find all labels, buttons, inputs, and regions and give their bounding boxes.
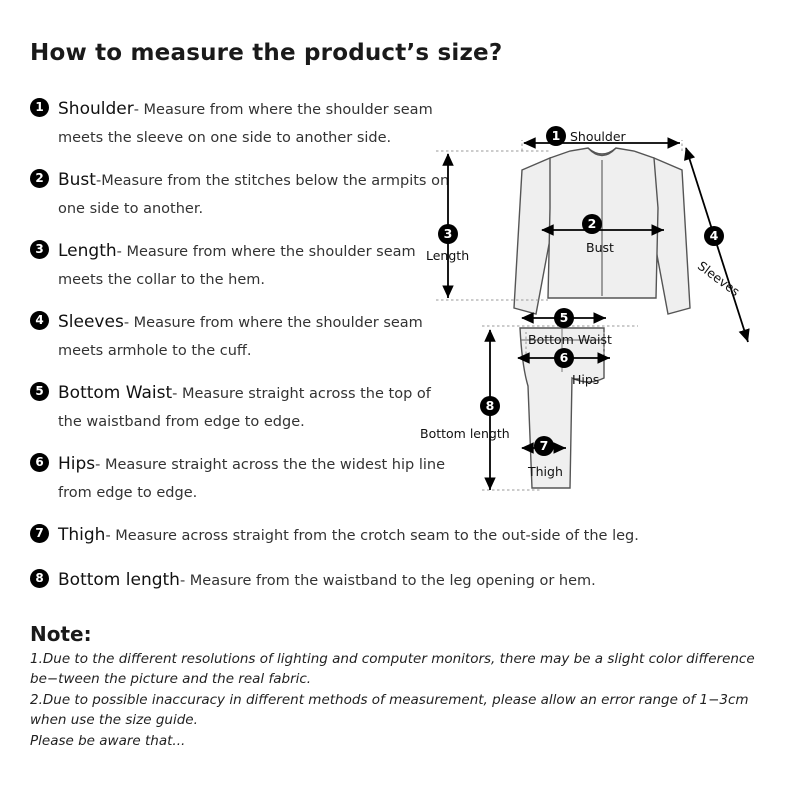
top-body-shape: [548, 148, 658, 298]
step-badge-4: 4: [30, 311, 49, 330]
list-item: [30, 167, 450, 221]
note-body: [30, 650, 770, 754]
figure-badge-6: 6: [554, 348, 574, 368]
desc-shoulder: - Measure from where the shoulder seam meets the sleeve on one side to another side.: [58, 102, 433, 146]
note-line-2: 2.Due to possible inaccuracy in different methods of measurement, please allow an error range of 1−3cm when use the size guide.: [30, 692, 749, 728]
figure-label-length: Length: [426, 248, 470, 263]
figure-label-shoulder: Shoulder: [570, 129, 626, 144]
page-title: How to measure the product’s size?: [30, 40, 503, 66]
desc-length: - Measure from where the shoulder seam meets the collar to the hem.: [58, 244, 416, 288]
figure-badge-2: 2: [582, 214, 602, 234]
figure-badge-1: 1: [546, 126, 566, 146]
step-badge-2: 2: [30, 169, 49, 188]
figure-label-bust: Bust: [586, 240, 614, 255]
figure-label-hips: Hips: [572, 372, 600, 387]
garment-measurement-diagram: [418, 118, 778, 508]
note-heading: Note:: [30, 622, 92, 646]
desc-sleeves: - Measure from where the shoulder seam meets armhole to the cuff.: [58, 315, 423, 359]
figure-label-sleeves: Sleeves: [694, 258, 743, 300]
figure-badge-4: 4: [704, 226, 724, 246]
step-badge-5: 5: [30, 382, 49, 401]
desc-bottom-waist: - Measure straight across the top of the waistband from edge to edge.: [58, 386, 431, 430]
step-badge-8: 8: [30, 569, 49, 588]
list-item: [30, 451, 450, 505]
list-item: [30, 96, 450, 150]
list-item: [30, 238, 450, 292]
term-bottom-length: Bottom length: [58, 569, 180, 590]
desc-thigh: - Measure across straight from the crotch seam to the out-side of the leg.: [105, 528, 639, 545]
desc-bottom-length: - Measure from the waistband to the leg opening or hem.: [179, 572, 596, 589]
measurement-instruction-list: [30, 96, 639, 611]
figure-label-bottom-waist: Bottom Waist: [528, 332, 612, 347]
desc-hips: - Measure straight across the the widest hip line from edge to edge.: [58, 457, 445, 501]
note-line-3: Please be aware that...: [30, 733, 186, 750]
figure-label-thigh: Thigh: [528, 464, 563, 479]
step-badge-6: 6: [30, 453, 49, 472]
term-sleeves: Sleeves: [58, 312, 124, 333]
term-hips: Hips: [58, 454, 96, 475]
list-item: [30, 380, 450, 434]
term-shoulder: Shoulder: [58, 99, 134, 119]
term-bottom-waist: Bottom Waist: [58, 383, 173, 404]
step-badge-3: 3: [30, 240, 49, 259]
garment-svg: [418, 118, 778, 508]
list-item: [30, 567, 690, 595]
list-item: [30, 309, 450, 363]
step-badge-7: 7: [30, 524, 49, 543]
figure-badge-3: 3: [438, 224, 458, 244]
figure-label-bottom-length: Bottom length: [420, 426, 510, 441]
figure-badge-8: 8: [480, 396, 500, 416]
desc-bust: -Measure from the stitches below the armpits on one side to another.: [58, 173, 450, 217]
note-line-1: 1.Due to the different resolutions of lighting and computer monitors, there may be a slight color difference be−tween the picture and the real fabric.: [30, 651, 755, 687]
figure-badge-5: 5: [554, 308, 574, 328]
term-bust: Bust: [58, 170, 96, 191]
figure-badge-7: 7: [534, 436, 554, 456]
list-item: [30, 522, 690, 550]
step-badge-1: 1: [30, 98, 49, 117]
term-length: Length: [58, 241, 117, 262]
term-thigh: Thigh: [58, 525, 106, 546]
